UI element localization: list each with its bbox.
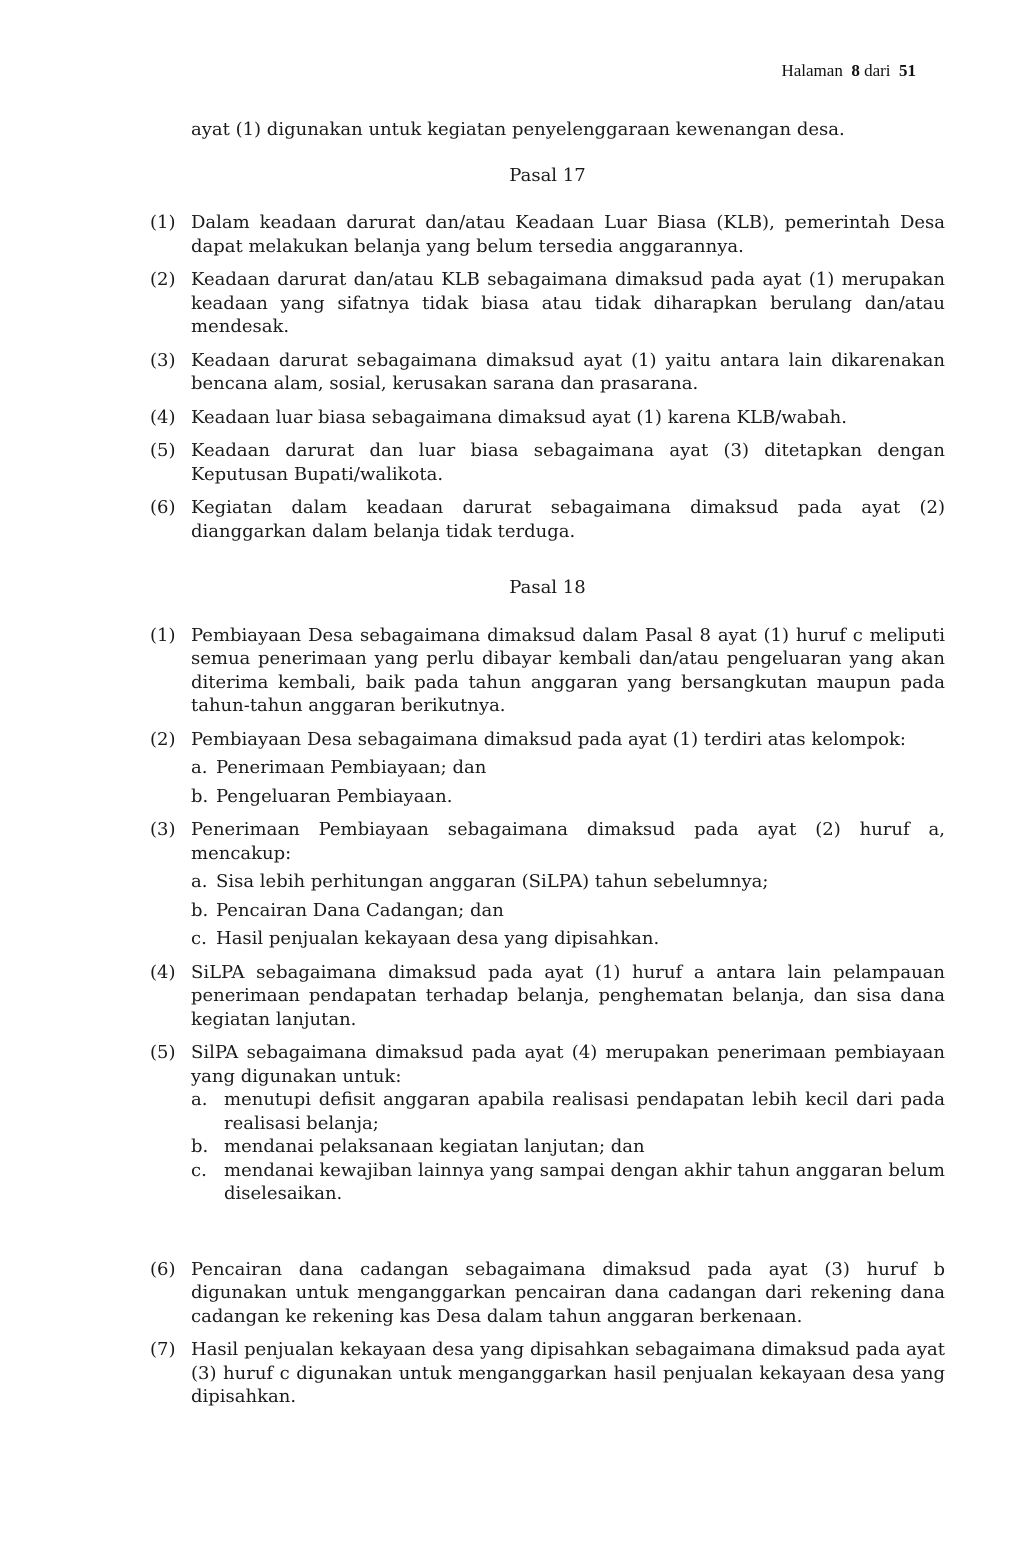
pasal-18-ayat [150, 818, 945, 951]
ayat-text: Keadaan darurat sebagaimana dimaksud ayat (1) yaitu antara lain dikarenakan bencana alam, sosial, kerusakan sarana dan prasarana. [191, 349, 945, 394]
list-item [191, 1159, 945, 1206]
list-letter: a. [191, 871, 208, 892]
document-body [150, 118, 945, 1419]
list-item [191, 1135, 945, 1159]
ayat-body [191, 728, 945, 809]
page-number [781, 61, 916, 81]
pasal-18-ayat [150, 1338, 945, 1409]
pasal-17-ayat [150, 268, 945, 339]
list-text: mendanai kewajiban lainnya yang sampai dengan akhir tahun anggaran belum diselesaikan. [224, 1159, 945, 1204]
list-item [191, 899, 945, 923]
ayat-number: (4) [150, 406, 176, 428]
ayat-text: Keadaan luar biasa sebagaimana dimaksud ayat (1) karena KLB/wabah. [191, 406, 847, 428]
list-item [191, 785, 945, 809]
list-item [191, 927, 945, 951]
pasal-17-ayat [150, 406, 945, 430]
ayat-body [191, 818, 945, 951]
list-text: Sisa lebih perhitungan anggaran (SiLPA) tahun sebelumnya; [216, 871, 769, 892]
continued-text: ayat (1) digunakan untuk kegiatan penyelenggaraan kewenangan desa. [191, 119, 845, 140]
list-text: Pencairan Dana Cadangan; dan [216, 899, 504, 921]
ayat-number: (7) [150, 1339, 176, 1360]
list-letter: a. [191, 757, 208, 778]
ayat-number: (1) [150, 212, 176, 233]
ayat-number: (5) [150, 1042, 176, 1063]
ayat-text: Pencairan dana cadangan sebagaimana dimaksud pada ayat (3) huruf b digunakan untuk menganggarkan pencairan dana cadangan dari rekening dana cadangan ke rekening kas Desa dalam tahun anggaran berkenaan. [191, 1258, 945, 1327]
list-text: menutupi defisit anggaran apabila realisasi pendapatan lebih kecil dari pada realisasi belanja; [224, 1089, 945, 1134]
list-text: Hasil penjualan kekayaan desa yang dipisahkan. [216, 928, 660, 949]
ayat-number: (3) [150, 819, 176, 840]
list-text: Penerimaan Pembiayaan; dan [216, 757, 487, 778]
pasal-17-title: Pasal 17 [509, 164, 586, 186]
list-text: Pengeluaran Pembiayaan. [216, 785, 453, 807]
pasal-18-ayat [150, 961, 945, 1032]
ayat-text: Hasil penjualan kekayaan desa yang dipisahkan sebagaimana dimaksud pada ayat (3) huruf c digunakan untuk menganggarkan hasil penjualan kekayaan desa yang dipisahkan. [191, 1339, 945, 1407]
ayat-number: (1) [150, 624, 176, 646]
list-item [191, 870, 945, 894]
page-word: Halaman [781, 61, 843, 80]
pasal-18-ayat [150, 728, 945, 809]
pasal-18-title: Pasal 18 [509, 577, 586, 598]
ayat-text: Dalam keadaan darurat dan/atau Keadaan Luar Biasa (KLB), pemerintah Desa dapat melakukan belanja yang belum tersedia anggarannya. [191, 212, 945, 257]
pasal-17-ayat [150, 211, 945, 258]
ayat-text: Pembiayaan Desa sebagaimana dimaksud pada ayat (1) terdiri atas kelompok: [191, 728, 906, 750]
blank-space [150, 1216, 945, 1258]
ayat-body [191, 1041, 945, 1206]
ayat-number: (6) [150, 1258, 176, 1280]
ayat-text: SiLPA sebagaimana dimaksud pada ayat (1) huruf a antara lain pelampauan penerimaan pendapatan terhadap belanja, penghematan belanja, dan sisa dana kegiatan lanjutan. [191, 961, 945, 1030]
list-item [191, 1088, 945, 1135]
ayat-text: Keadaan darurat dan/atau KLB sebagaimana dimaksud pada ayat (1) merupakan keadaan yang sifatnya tidak biasa atau tidak diharapkan berulang dan/atau mendesak. [191, 269, 945, 337]
ayat-number: (4) [150, 961, 176, 983]
list-text: mendanai pelaksanaan kegiatan lanjutan; dan [224, 1136, 645, 1157]
total-pages: 51 [899, 61, 916, 80]
ayat-text: Penerimaan Pembiayaan sebagaimana dimaksud pada ayat (2) huruf a, mencakup: [191, 819, 945, 864]
ayat-number: (3) [150, 349, 176, 371]
ayat-number: (6) [150, 497, 176, 518]
list-letter: c. [191, 928, 207, 949]
ayat-text: SilPA sebagaimana dimaksud pada ayat (4) merupakan penerimaan pembiayaan yang digunakan untuk: [191, 1042, 945, 1087]
list-letter: b. [191, 1136, 209, 1157]
list-letter: c. [191, 1159, 207, 1181]
ayat-number: (5) [150, 440, 176, 461]
list-item [191, 756, 945, 780]
of-word: dari [864, 61, 891, 80]
list-letter: b. [191, 785, 209, 807]
ayat-text: Kegiatan dalam keadaan darurat sebagaimana dimaksud pada ayat (2) dianggarkan dalam belanja tidak terduga. [191, 497, 945, 542]
ayat-text: Keadaan darurat dan luar biasa sebagaimana ayat (3) ditetapkan dengan Keputusan Bupati/walikota. [191, 440, 945, 485]
ayat-text: Pembiayaan Desa sebagaimana dimaksud dalam Pasal 8 ayat (1) huruf c meliputi semua penerimaan yang perlu dibayar kembali dan/atau pengeluaran yang akan diterima kembali, baik pada tahun anggaran yang bersangkutan maupun pada tahun-tahun anggaran berikutnya. [191, 624, 945, 716]
list-letter: b. [191, 899, 209, 921]
pasal-17-ayat [150, 349, 945, 396]
pasal-18-ayat [150, 624, 945, 718]
ayat-number: (2) [150, 269, 176, 290]
list-letter: a. [191, 1089, 208, 1110]
pasal-18-ayat [150, 1258, 945, 1329]
ayat-number: (2) [150, 728, 176, 750]
pasal-17-ayat [150, 439, 945, 486]
current-page: 8 [851, 61, 860, 80]
pasal-18-ayat [150, 1041, 945, 1206]
pasal-17-ayat [150, 496, 945, 543]
